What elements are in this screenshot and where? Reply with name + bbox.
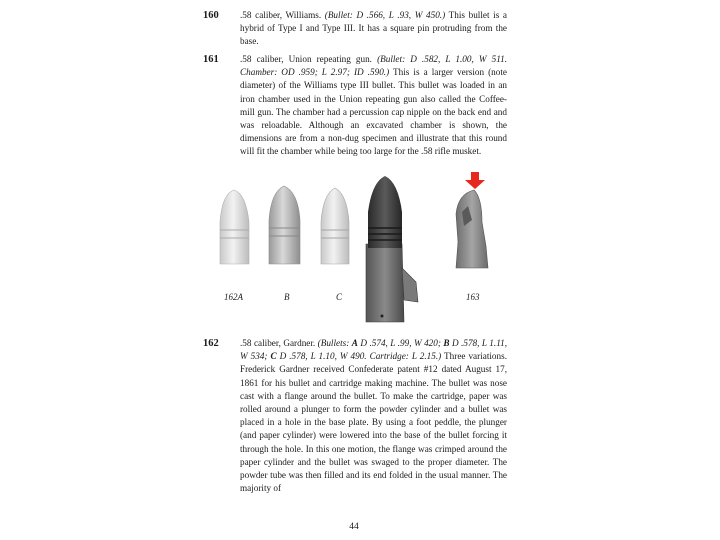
caption-163: 163 <box>466 292 480 302</box>
entry-number: 162 <box>203 338 219 349</box>
bullet-162a-image <box>220 190 249 264</box>
entry-text: .58 caliber, Williams. (Bullet: D .566, L .93, W 450.) This bullet is a hybrid of Type I and Type III. It has a square pin protruding from the base. <box>240 10 508 47</box>
bullet-163-image <box>456 190 488 268</box>
bullet-c-image <box>321 188 349 264</box>
caption-b: B <box>284 292 290 302</box>
entry-number: 161 <box>203 54 219 65</box>
entry-161 <box>205 53 507 159</box>
entry-162 <box>205 337 507 495</box>
caption-162a: 162A <box>224 292 243 302</box>
entry-number: 160 <box>203 10 219 21</box>
repeating-gun-chamber-image <box>366 176 418 322</box>
entry-160 <box>205 9 507 49</box>
page-number: 44 <box>349 522 359 532</box>
bullet-b-image <box>269 186 300 264</box>
entry-text: .58 caliber, Gardner. (Bullets: A D .574, L .99, W 420; B D .578, L 1.11, W 534; C D .578, L 1.10, W 490. Cartridge: L 2.15.) Three variations. Frederick Gardner received Confederate patent #12 dated August 17, 1861 for his bullet and cartridge making machine. The bullet was nose cast with a flange around the bullet. To make the cartridge, paper was rolled around a plunger to form the powder cylinder and a bullet was placed in a hole in the base plate. By using a foot peddle, the plunger (and paper cylinder) were lowered into the base of the bullet forcing it through the hole. In this one motion, the flange was crimped around the paper cylinder and the bullet was swaged to the proper diameter. The powder tube was then filled and its end folded in the usual manner. The majority of <box>240 338 507 494</box>
entry-text: .58 caliber, Union repeating gun. (Bullet: D .582, L 1.00, W 511. Chamber: OD .959; L 2.97; ID .590.) This is a larger version (note diameter) of the Williams type III bullet. This bullet was loaded in an iron chamber used in the Union repeating gun also called the Coffee-mill gun. The chamber had a percussion cap nipple on the back end and was reloadable. Although an excavated chamber is shown, the dimensions are from a non-dug specimen and illustrate that this round will fit the chamber while being too large for the .58 rifle musket. <box>240 54 508 157</box>
bullet-photo-figure <box>212 172 508 330</box>
caption-c: C <box>336 292 343 302</box>
red-arrow-icon <box>465 172 485 189</box>
